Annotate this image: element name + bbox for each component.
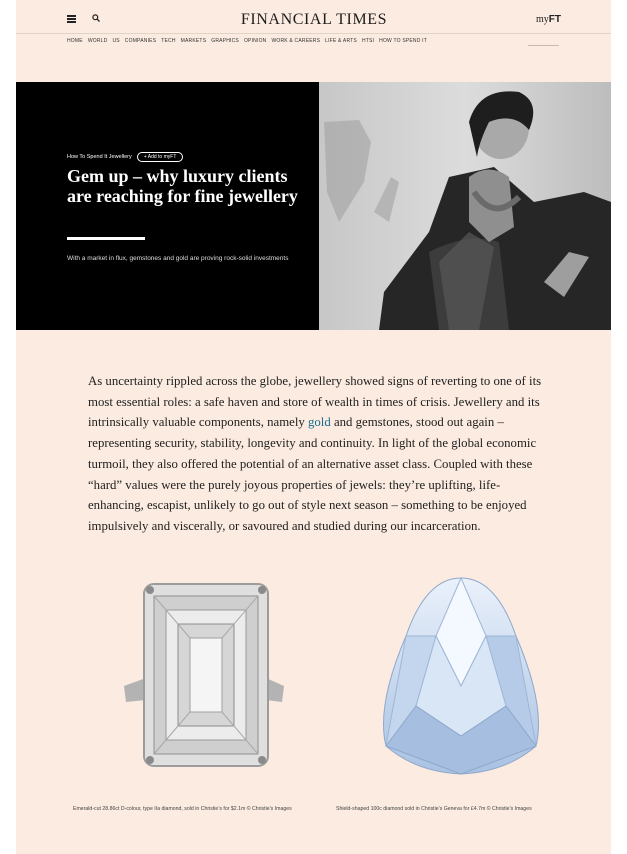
search-icon[interactable] — [92, 14, 100, 22]
emerald-cut-diamond-ring-image — [116, 578, 288, 772]
hero-photo — [319, 82, 611, 330]
nav-item-work-careers[interactable]: WORK & CAREERS — [271, 38, 321, 44]
nav-divider — [528, 45, 559, 46]
nav-item-htsi[interactable]: HTSI — [361, 38, 375, 44]
nav-item-life-arts[interactable]: LIFE & ARTS — [325, 38, 357, 44]
menu-icon[interactable] — [67, 15, 76, 23]
myft-prefix: my — [536, 14, 549, 25]
nav-item-companies[interactable]: COMPANIES — [124, 38, 157, 44]
site-header — [16, 0, 611, 34]
page — [16, 0, 611, 854]
nav-item-world[interactable]: WORLD — [87, 38, 108, 44]
body-text-1: As uncertainty rippled across the globe, jewellery showed signs of reverting to one of its most essential roles: a safe haven and store of wealth in times of crisis. Jewellery and its intrinsically valuable components, namely — [88, 374, 542, 430]
nav-item-graphics[interactable]: GRAPHICS — [211, 38, 239, 44]
nav-item-home[interactable]: HOME — [67, 38, 83, 44]
ft-logo[interactable]: FINANCIAL TIMES — [240, 11, 388, 28]
topic-tag[interactable]: How To Spend It Jewellery — [67, 154, 132, 160]
article-body — [88, 371, 548, 537]
add-to-myft-button[interactable]: + Add to myFT — [137, 152, 184, 162]
shield-shaped-diamond-image — [376, 576, 546, 776]
nav-item-how-to-spend-it[interactable]: HOW TO SPEND IT — [379, 38, 427, 44]
caption-1: Emerald-cut 28.86ct D-colour, type IIa diamond, sold in Christie’s for $2.1m © Christie’s Images — [73, 806, 292, 812]
nav-item-opinion[interactable]: OPINION — [243, 38, 267, 44]
nav-item-tech[interactable]: TECH — [161, 38, 176, 44]
headline-rule — [67, 237, 145, 240]
article-tags — [67, 152, 183, 162]
nav-item-us[interactable]: US — [112, 38, 120, 44]
myft-link[interactable] — [536, 14, 561, 25]
nav-item-markets[interactable]: MARKETS — [180, 38, 207, 44]
article-standfirst: With a market in flux, gemstones and gold are proving rock-solid investments — [67, 255, 289, 262]
hero — [16, 82, 611, 330]
caption-2: Shield-shaped 100c diamond sold in Christie’s Geneva for £4.7m © Christie’s Images — [336, 806, 532, 812]
gold-link[interactable]: gold — [307, 415, 331, 430]
body-text-2: and gemstones, stood out again – representing security, stability, longevity and continuity. In light of the global economic turmoil, they also offered the potential of an alternative asset class. Coupled with these “hard” values were the purely joyous properties of jewels: they’re uplifting, life-enhancing, escapist, unlikely to go out of style next season – something to be enjoyed impulsively and viscerally, or savoured and studied during our incarceration. — [88, 415, 537, 533]
myft-suffix: FT — [548, 14, 561, 25]
article-headline: Gem up – why luxury clients are reaching for fine jewellery — [67, 166, 298, 206]
hero-panel — [16, 82, 319, 330]
main-nav — [67, 38, 427, 46]
